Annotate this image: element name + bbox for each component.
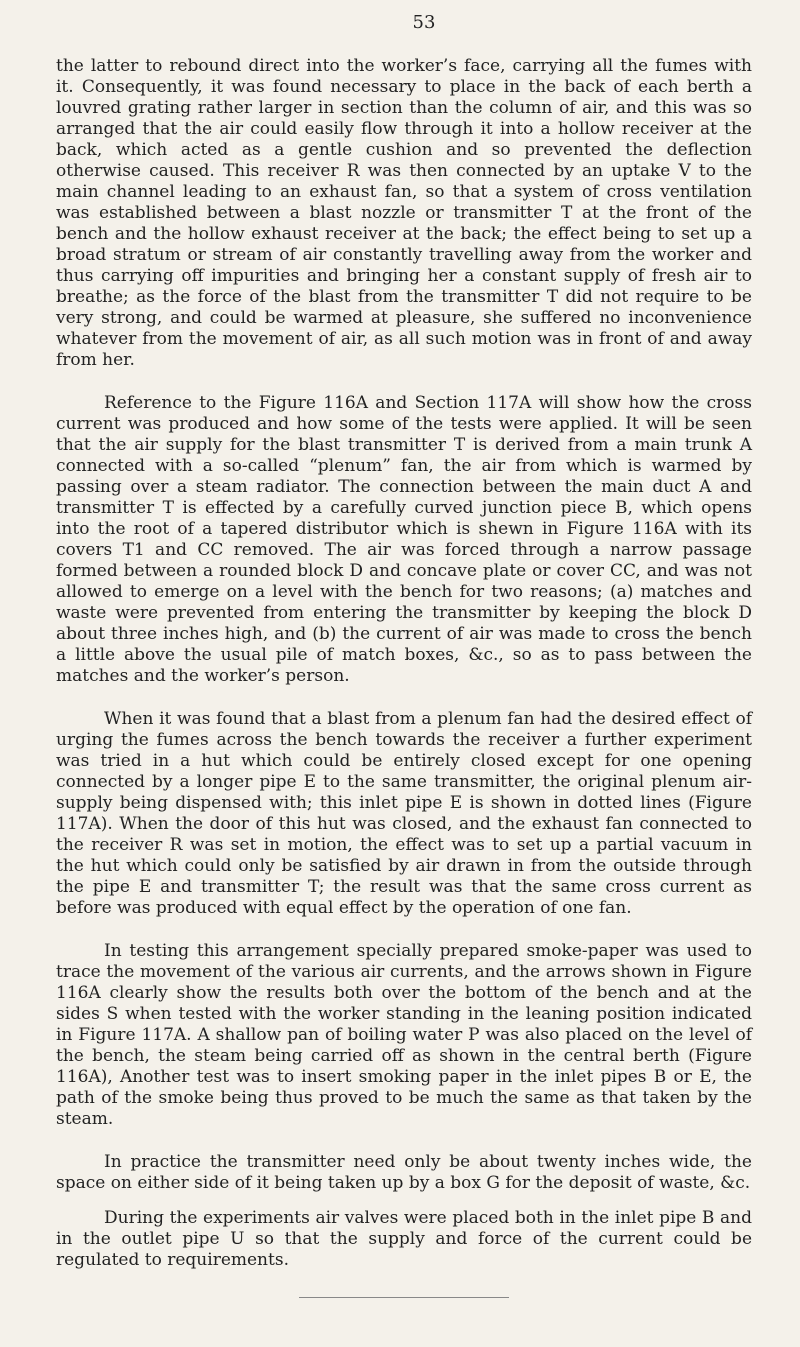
paragraph-6: During the experiments air valves were placed both in the inlet pipe B and in the outlet pipe U so that the supply and force of the current could be regulated to requirements.	[56, 1208, 752, 1270]
paragraph-5: In practice the transmitter need only be about twenty inches wide, the space on either side of it being taken up by a box G for the deposit of waste, &c.	[56, 1152, 752, 1193]
paragraph-3: When it was found that a blast from a plenum fan had the desired effect of urging the fumes across the bench towards the receiver a further experiment was tried in a hut which could be entirely closed except for one opening connected by a longer pipe E to the same transmitter, the original plenum air-supply being dispensed with; this inlet pipe E is shown in dotted lines (Figure 117A). When the door of this hut was closed, and the exhaust fan connected to the receiver R was set in motion, the effect was to set up a partial vacuum in the hut which could only be satisfied by air drawn in from the outside through the pipe E and transmitter T; the result was that the same cross current as before was produced with equal effect by the operation of one fan.	[56, 709, 752, 918]
end-rule-divider	[299, 1297, 509, 1298]
paragraph-4: In testing this arrangement specially prepared smoke-paper was used to trace the movement of the various air currents, and the arrows shown in Figure 116A clearly show the results both over the bottom of the bench and at the sides S when tested with the worker standing in the leaning position indicated in Figure 117A. A shallow pan of boiling water P was also placed on the level of the bench, the steam being carried off as shown in the central berth (Figure 116A), Another test was to insert smoking paper in the inlet pipes B or E, the path of the smoke being thus proved to be much the same as that taken by the steam.	[56, 941, 752, 1129]
paragraph-2: Reference to the Figure 116A and Section 117A will show how the cross current was produced and how some of the tests were applied. It will be seen that the air supply for the blast transmitter T is derived from a main trunk A connected with a so-called “plenum” fan, the air from which is warmed by passing over a steam radiator. The connection between the main duct A and transmitter T is effected by a carefully curved junction piece B, which opens into the root of a tapered distributor which is shewn in Figure 116A with its covers T1 and CC removed. The air was forced through a narrow passage formed between a rounded block D and concave plate or cover CC, and was not allowed to emerge on a level with the bench for two reasons; (a) matches and waste were prevented from entering the transmitter by keeping the block D about three inches high, and (b) the current of air was made to cross the bench a little above the usual pile of match boxes, &c., so as to pass between the matches and the worker’s person.	[56, 393, 752, 686]
page-number: 53	[412, 12, 436, 33]
paragraph-1: the latter to rebound direct into the worker’s face, carrying all the fumes with it. Consequently, it was found necessary to place in the back of each berth a louvred grating rather larger in section than the column of air, and this was so arranged that the air could easily flow through it into a hollow receiver at the back, which acted as a gentle cushion and so prevented the deflection otherwise caused. This receiver R was then connected by an uptake V to the main channel leading to an exhaust fan, so that a system of cross ventilation was established between a blast nozzle or transmitter T at the front of the bench and the hollow exhaust receiver at the back; the effect being to set up a broad stratum or stream of air constantly travelling away from the worker and thus carrying off impurities and bringing her a constant supply of fresh air to breathe; as the force of the blast from the transmitter T did not require to be very strong, and could be warmed at pleasure, she suffered no inconvenience whatever from the movement of air, as all such motion was in front of and away from her.	[56, 56, 752, 370]
